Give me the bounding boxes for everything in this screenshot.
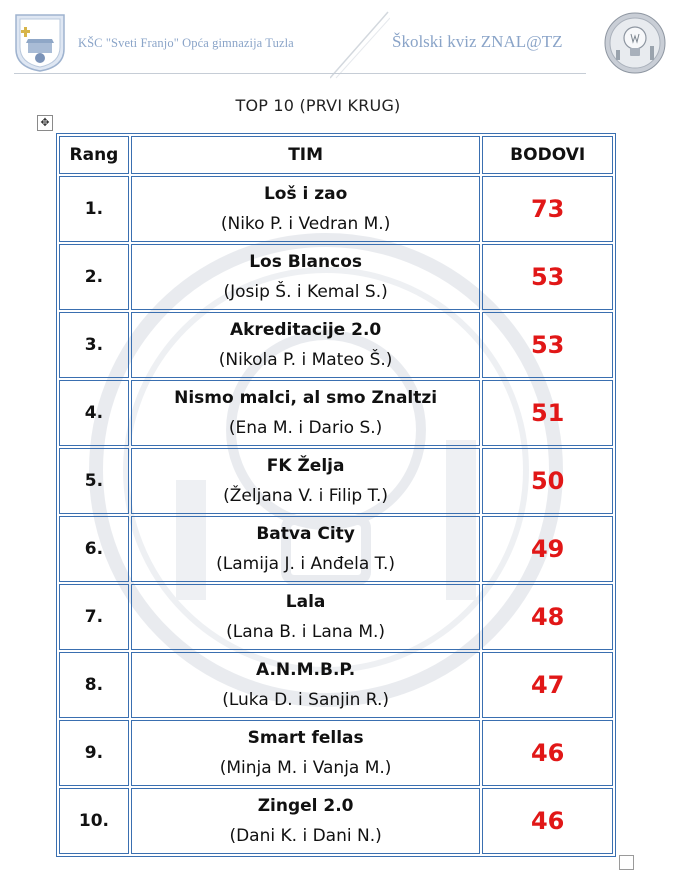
header-rule [14, 73, 586, 74]
lightbulb-logo-icon [604, 12, 666, 74]
team-name: Los Blancos [249, 252, 362, 272]
team-cell [131, 516, 480, 582]
team-members: (Luka D. i Sanjin R.) [222, 690, 390, 710]
team-cell [131, 312, 480, 378]
team-cell [131, 720, 480, 786]
team-cell [131, 652, 480, 718]
column-header-rank: Rang [59, 136, 129, 174]
points-cell: 48 [482, 584, 613, 650]
page-title: TOP 10 (PRVI KRUG) [235, 96, 401, 115]
points-cell: 53 [482, 312, 613, 378]
table-resize-handle-icon[interactable] [619, 855, 634, 870]
table-row [59, 788, 613, 854]
team-name: Smart fellas [247, 728, 364, 748]
points-cell: 51 [482, 380, 613, 446]
table-row [59, 720, 613, 786]
table-row [59, 584, 613, 650]
column-header-points: BODOVI [482, 136, 613, 174]
team-cell [131, 380, 480, 446]
team-cell [131, 244, 480, 310]
team-cell [131, 788, 480, 854]
team-name: Batva City [256, 524, 355, 544]
team-members: (Lamija J. i Anđela T.) [216, 554, 396, 574]
points-cell: 46 [482, 788, 613, 854]
header-divider-slash [330, 10, 390, 80]
points-cell: 47 [482, 652, 613, 718]
rank-cell: 1. [59, 176, 129, 242]
team-cell [131, 176, 480, 242]
rank-cell: 5. [59, 448, 129, 514]
rank-cell: 6. [59, 516, 129, 582]
team-cell [131, 584, 480, 650]
rank-cell: 8. [59, 652, 129, 718]
quiz-name: Školski kviz ZNAL@TZ [392, 32, 563, 51]
team-name: FK Želja [266, 456, 345, 476]
table-row [59, 176, 613, 242]
team-name: Zingel 2.0 [257, 796, 354, 816]
team-members: (Josip Š. i Kemal S.) [223, 282, 388, 302]
rank-cell: 9. [59, 720, 129, 786]
table-row [59, 244, 613, 310]
team-members: (Dani K. i Dani N.) [229, 826, 382, 846]
team-members: (Minja M. i Vanja M.) [219, 758, 392, 778]
table-row [59, 312, 613, 378]
rank-cell: 2. [59, 244, 129, 310]
column-header-team: TIM [131, 136, 480, 174]
points-cell: 49 [482, 516, 613, 582]
points-cell: 73 [482, 176, 613, 242]
table-row [59, 380, 613, 446]
team-members: (Nikola P. i Mateo Š.) [218, 350, 393, 370]
team-members: (Željana V. i Filip T.) [223, 486, 389, 506]
table-header-row [59, 136, 613, 174]
team-members: (Lana B. i Lana M.) [226, 622, 386, 642]
points-cell: 53 [482, 244, 613, 310]
team-cell[interactable] [131, 448, 480, 514]
team-name: Nismo malci, al smo Znaltzi [174, 388, 438, 408]
results-table [56, 133, 616, 857]
team-name: A.N.M.B.P. [256, 660, 356, 680]
rank-cell: 4. [59, 380, 129, 446]
rank-cell: 7. [59, 584, 129, 650]
school-crest-icon [14, 13, 66, 73]
table-row [59, 652, 613, 718]
points-cell: 50 [482, 448, 613, 514]
rank-cell: 3. [59, 312, 129, 378]
team-name: Loš i zao [263, 184, 348, 204]
school-name: KŠC "Sveti Franjo" Opća gimnazija Tuzla [78, 36, 294, 50]
table-row [59, 516, 613, 582]
rank-cell: 10. [59, 788, 129, 854]
team-members: (Ena M. i Dario S.) [228, 418, 383, 438]
page-header [0, 0, 676, 90]
points-cell: 46 [482, 720, 613, 786]
team-members: (Niko P. i Vedran M.) [220, 214, 391, 234]
team-name: Lala [285, 592, 326, 612]
table-move-handle-icon[interactable]: ✥ [37, 115, 53, 131]
table-row [59, 448, 613, 514]
team-name: Akreditacije 2.0 [229, 320, 382, 340]
